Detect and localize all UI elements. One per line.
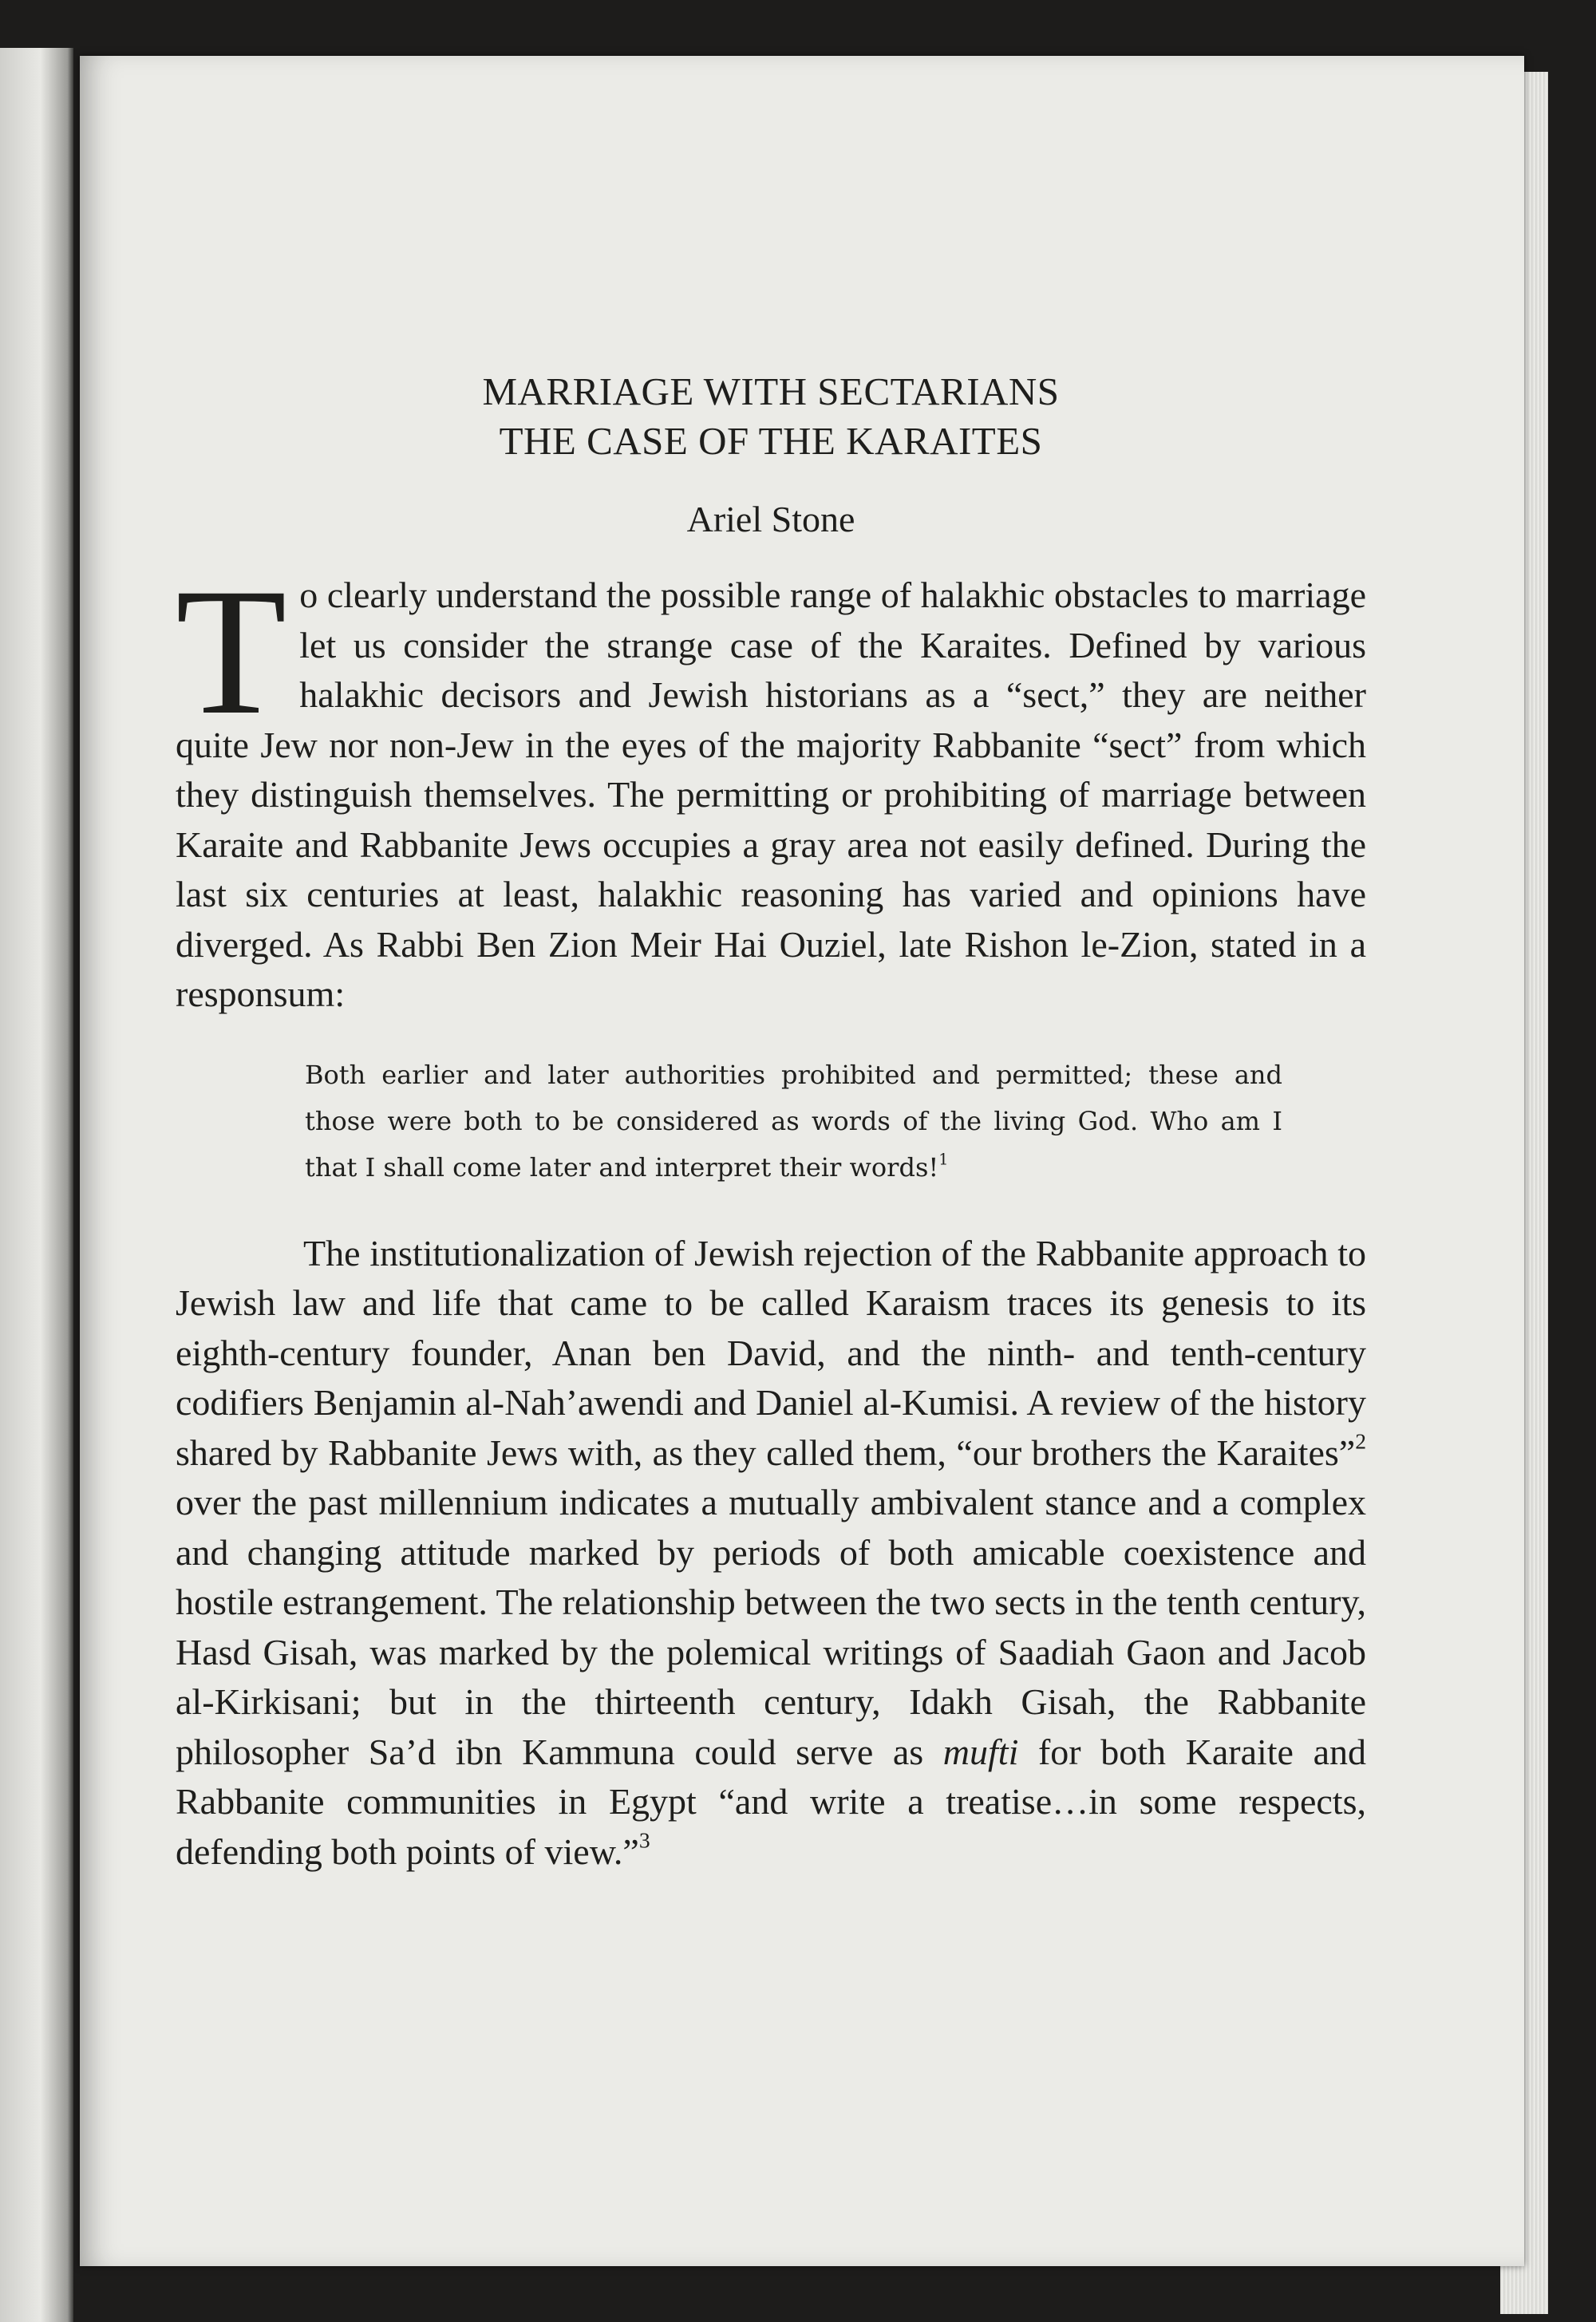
footnote-ref-1: 1 <box>938 1150 949 1169</box>
author-name: Ariel Stone <box>686 499 855 539</box>
drop-cap: T <box>176 551 287 752</box>
mufti-term: mufti <box>942 1731 1019 1772</box>
paragraph-1-text: o clearly understand the possible range of halakhic obstacles to marriage let us consider the strange case of the Karaites. Defined by various halakhic decisors and Jewish historians as a “sect,” they are neither quite Jew nor non-Jew in the eyes of the majority Rabbanite “sect” from which they distinguish themselves. The permitting or prohibiting of marriage between Karaite and Rabbanite Jews occupies a gray area not easily defined. During the last six centuries at least, halakhic reasoning has varied and opinions have diverged. As Rabbi Ben Zion Meir Hai Ouziel, late Rishon le-Zion, stated in a responsum: <box>176 575 1366 1014</box>
paragraph-2-text-b: over the past millennium indicates a mutually ambivalent stance and a complex and changing attitude marked by periods of both amicable coexistence and hostile estrangement. The relationship between the two sects in the tenth century, Hasd Gisah, was marked by the polemical writings of Saadiah Gaon and Jacob al-Kirkisani; but in the thirteenth century, Idakh Gisah, the Rabbanite philosopher Sa’d ibn Kammuna could serve as <box>176 1482 1367 1772</box>
title-line-1: MARRIAGE WITH SECTARIANS <box>482 369 1060 413</box>
paragraph-1 <box>176 551 1366 1020</box>
book-page <box>80 56 1524 2266</box>
block-quote <box>305 1052 1282 1191</box>
block-quote-text: Both earlier and later authorities prohibited and permitted; these and those were both to be considered as words of the living God. Who am I that I shall come later and interpret their words! <box>305 1059 1282 1183</box>
paragraph-2 <box>176 1229 1366 1878</box>
footnote-ref-2: 2 <box>1355 1428 1366 1453</box>
title-line-2: THE CASE OF THE KARAITES <box>499 419 1043 463</box>
paragraph-2-text-a: The institutionalization of Jewish rejection of the Rabbanite approach to Jewish law and life that came to be called Karaism traces its genesis to its eighth-century founder, Anan ben David, and the ninth- and tenth-century codifiers Benjamin al-Nah’awendi and Daniel al-Kumisi. A review of the history shared by Rabbanite Jews with, as they called them, “our brothers the Karaites” <box>176 1232 1366 1473</box>
article <box>176 367 1366 1877</box>
footnote-ref-3: 3 <box>638 1826 650 1852</box>
paragraph-2-text-c: for both Karaite and Rabbanite communities in Egypt “and write a treatise…in some respects, defending both points of view.” <box>176 1731 1367 1872</box>
article-title <box>176 367 1366 466</box>
left-page-edge <box>0 48 73 2322</box>
